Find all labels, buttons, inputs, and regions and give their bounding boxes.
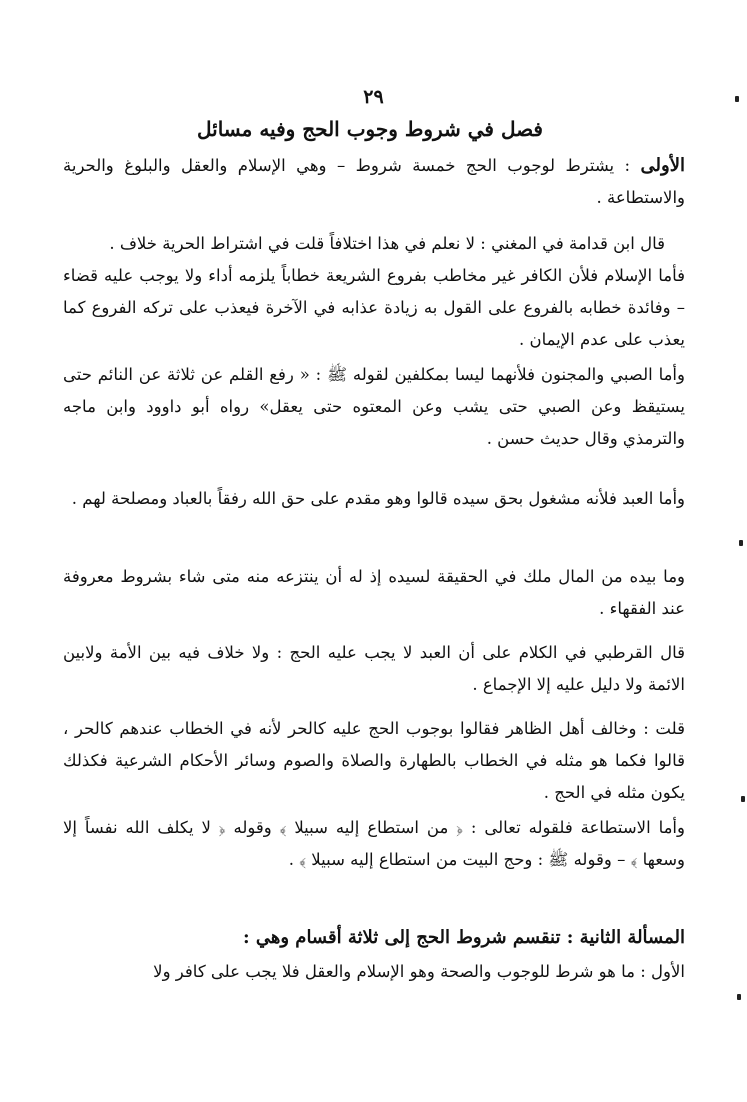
chapter-title: فصل في شروط وجوب الحج وفيه مسائل [197, 117, 543, 141]
first-issue-label: الأولى [640, 155, 685, 176]
edge-mark [741, 796, 745, 802]
edge-mark [737, 994, 741, 1000]
paragraph-zahiri: قلت : وخالف أهل الظاهر فقالوا بوجوب الحج عليه كالحر لأنه في الخطاب عندهم كالحر ، قالوا فكما هو مثله في الخطاب بالطهارة والصلاة والصوم وسائر الأحكام الشرعية فكذلك يكون مثله في الحج . [63, 719, 685, 802]
paragraph-ibn-qudama: قال ابن قدامة في المغني : لا نعلم في هذا اختلافاً قلت في اشتراط الحرية خلاف . [109, 234, 665, 253]
second-issue-heading: المسألة الثانية : تنقسم شروط الحج إلى ثلاثة أقسام وهي : [242, 927, 685, 948]
edge-mark [739, 540, 743, 546]
paragraph-first-category: الأول : ما هو شرط للوجوب والصحة وهو الإسلام والعقل فلا يجب على كافر ولا [153, 962, 685, 981]
page-number: ٢٩ [363, 86, 384, 108]
paragraph-first-issue [63, 150, 685, 214]
paragraph-ability: وأما الاستطاعة فلقوله تعالى : ﴿ من استطاع إليه سبيلا ﴾ وقوله ﴿ لا يكلف الله نفساً إلا وسعها ﴾ – وقوله ﷺ : وحج البيت من استطاع إليه سبيلا ﴾ . [63, 818, 685, 869]
paragraph-islam: فأما الإسلام فلأن الكافر غير مخاطب بفروع الشريعة خطاباً يلزمه أداء ولا يوجب عليه قضاء – وفائدة خطابه بالفروع على القول به زيادة عذابه في الآخرة فيعذب على تركه الفروع كما يعذب على عدم الإيمان . [63, 266, 685, 349]
paragraph-property: وما بيده من المال ملك في الحقيقة لسيده إذ له أن ينتزعه منه متى شاء بشروط معروفة عند الفقهاء . [63, 567, 685, 618]
first-issue-text: : يشترط لوجوب الحج خمسة شروط – وهي الإسلام والعقل والبلوغ والحرية والاستطاعة . [63, 156, 685, 207]
paragraph-qurtubi: قال القرطبي في الكلام على أن العبد لا يجب عليه الحج : ولا خلاف فيه بين الأمة ولابين الائمة ولا دليل عليه إلا الإجماع . [63, 643, 685, 694]
paragraph-child-insane: وأما الصبي والمجنون فلأنهما ليسا بمكلفين لقوله ﷺ : « رفع القلم عن ثلاثة عن النائم حتى يستيقظ وعن الصبي حتى يشب وعن المعتوه حتى يعقل» رواه أبو داوود وابن ماجه والترمذي وقال حديث حسن . [63, 365, 685, 448]
paragraph-slave: وأما العبد فلأنه مشغول بحق سيده قالوا وهو مقدم على حق الله رفقاً بالعباد ومصلحة لهم . [71, 489, 685, 508]
edge-mark [735, 96, 739, 102]
